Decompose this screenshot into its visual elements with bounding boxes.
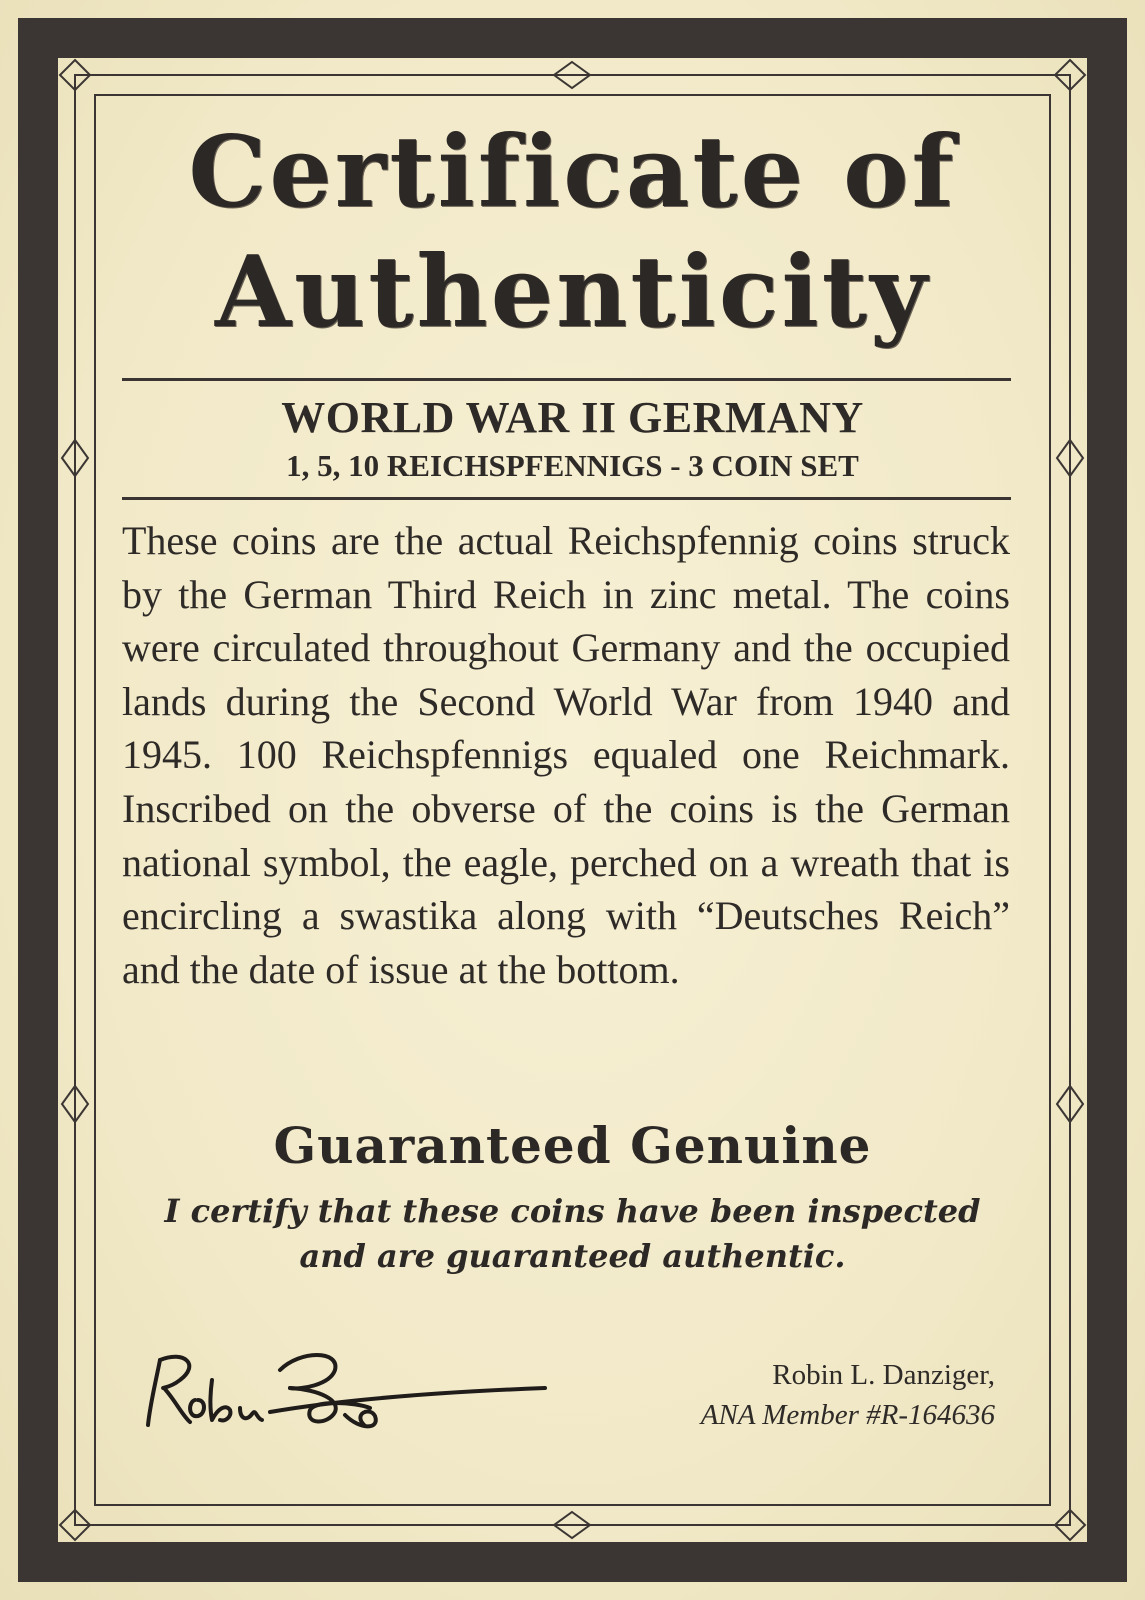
certificate-body: These coins are the actual Reichspfennig coins struck by the German Third Reich in zinc metal. The coins were circulated throughout Germany and the occupied lands during the Second World War from 1940 and 1945. 100 Reichspfennigs equaled one Reichmark. Inscribed on the obverse of the coins is the German national symbol, the eagle, perched on a wreath that is encircling a swastika along with “Deutsches Reich” and the date of issue at the bottom. [122, 518, 1010, 992]
certification-statement [115, 1189, 1030, 1279]
divider-bottom [122, 497, 1011, 500]
certificate-title-line1: Certificate of [188, 115, 957, 230]
guarantee-heading: Guaranteed Genuine [273, 1116, 872, 1175]
certificate-subheading: 1, 5, 10 REICHSPFENNIGS - 3 COIN SET [286, 448, 859, 483]
certificate-heading: WORLD WAR II GERMANY [281, 393, 864, 442]
signer-block [701, 1355, 995, 1435]
certificate-title-line2: Authenticity [214, 235, 930, 350]
divider-top [122, 378, 1011, 381]
handwritten-signature [140, 1330, 560, 1440]
certify-line2: and are guaranteed authentic. [299, 1237, 846, 1275]
signer-name: Robin L. Danziger, [772, 1359, 995, 1391]
certify-line1: I certify that these coins have been inspected [164, 1192, 981, 1230]
signer-membership: ANA Member #R-164636 [700, 1399, 995, 1431]
